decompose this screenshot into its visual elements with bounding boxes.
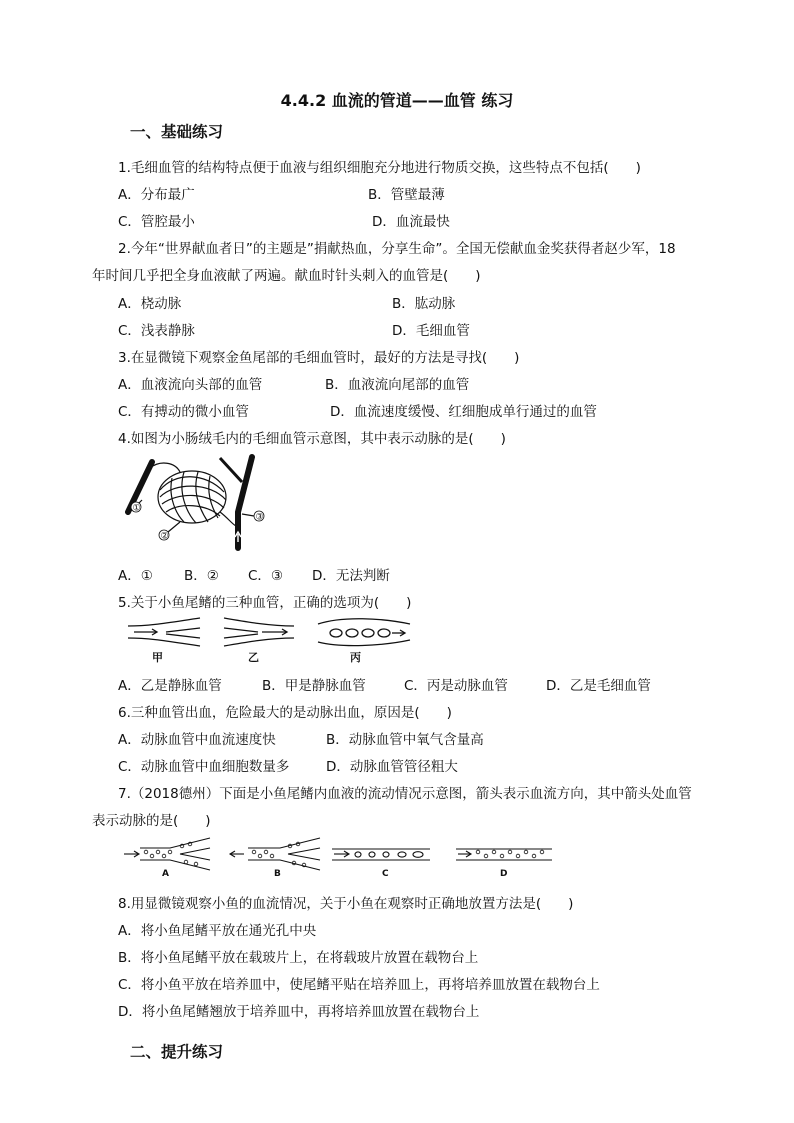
q6-option-d: D．动脉血管管径粗大 [326, 759, 458, 775]
figure-label-bing: 丙 [350, 651, 361, 664]
question-3-stem: 3.在显微镜下观察金鱼尾部的毛细血管时，最好的方法是寻找( ) [118, 350, 520, 366]
q6-option-a: A．动脉血管中血流速度快 [118, 732, 276, 748]
q5-option-d: D．乙是毛细血管 [546, 678, 651, 694]
figure-label-yi: 乙 [248, 651, 259, 664]
villus-capillary-figure [120, 452, 270, 552]
figure-label-a: A [162, 869, 169, 878]
question-4-stem: 4.如图为小肠绒毛内的毛细血管示意图，其中表示动脉的是( ) [118, 431, 506, 447]
q1-option-b: B．管壁最薄 [368, 187, 445, 203]
question-7-stem-line1: 7.（2018德州）下面是小鱼尾鳍内血液的流动情况示意图，箭头表示血流方向，其中箭头处血管 [118, 786, 692, 802]
q4-option-b: B．② [184, 568, 219, 584]
figure-label-jia: 甲 [152, 651, 163, 664]
q2-option-c: C．浅表静脉 [118, 323, 195, 339]
section-heading-advanced: 二、提升练习 [130, 1043, 224, 1061]
q4-option-c: C．③ [248, 568, 284, 584]
question-2-stem-line2: 年时间几乎把全身血液献了两遍。献血时针头刺入的血管是( ) [92, 268, 481, 284]
q1-option-c: C．管腔最小 [118, 214, 195, 230]
q5-option-c: C．丙是动脉血管 [404, 678, 508, 694]
question-2-stem-line1: 2.今年“世界献血者日”的主题是”捐献热血，分享生命”。全国无偿献血金奖获得者赵少军，18 [118, 241, 676, 257]
q3-option-a: A．血液流向头部的血管 [118, 377, 263, 393]
q3-option-b: B．血液流向尾部的血管 [325, 377, 470, 393]
figure-label-d: D [500, 869, 508, 878]
q1-option-d: D．血流最快 [372, 214, 450, 230]
question-8-stem: 8.用显微镜观察小鱼的血流情况，关于小鱼在观察时正确地放置方法是( ) [118, 896, 574, 912]
q4-option-a: A．① [118, 568, 153, 584]
question-7-stem-line2: 表示动脉的是( ) [92, 813, 211, 829]
q2-option-b: B．肱动脉 [392, 296, 456, 312]
q3-option-d: D．血流速度缓慢、红细胞成单行通过的血管 [330, 404, 597, 420]
section-heading-basic: 一、基础练习 [130, 123, 224, 141]
figure-label-b: B [274, 869, 281, 878]
q8-option-c: C．将小鱼平放在培养皿中，使尾鳍平贴在培养皿上，再将培养皿放置在载物台上 [118, 977, 600, 993]
q1-option-a: A．分布最广 [118, 187, 195, 203]
q6-option-c: C．动脉血管中血细胞数量多 [118, 759, 290, 775]
q5-option-a: A．乙是静脉血管 [118, 678, 222, 694]
question-1-stem: 1.毛细血管的结构特点便于血液与组织细胞充分地进行物质交换，这些特点不包括( ) [118, 160, 641, 176]
q8-option-d: D．将小鱼尾鳍翘放于培养皿中，再将培养皿放置在载物台上 [118, 1004, 480, 1020]
q3-option-c: C．有搏动的微小血管 [118, 404, 249, 420]
q6-option-b: B．动脉血管中氧气含量高 [326, 732, 484, 748]
q2-option-d: D．毛细血管 [392, 323, 470, 339]
fish-fin-vessels-figure [122, 614, 417, 664]
page-title: 4.4.2 血流的管道——血管 练习 [280, 91, 514, 110]
q5-option-b: B．甲是静脉血管 [262, 678, 366, 694]
figure-label-3: ③ [255, 512, 264, 523]
figure-label-2: ② [160, 531, 169, 542]
fish-fin-flow-figure [120, 836, 560, 878]
q8-option-a: A．将小鱼尾鳍平放在通光孔中央 [118, 923, 317, 939]
figure-label-c: C [382, 869, 389, 878]
q2-option-a: A．桡动脉 [118, 296, 182, 312]
figure-label-1: ① [132, 503, 141, 514]
question-6-stem: 6.三种血管出血，危险最大的是动脉出血，原因是( ) [118, 705, 452, 721]
q8-option-b: B．将小鱼尾鳍平放在载玻片上，在将载玻片放置在载物台上 [118, 950, 479, 966]
q4-option-d: D．无法判断 [312, 568, 390, 584]
question-5-stem: 5.关于小鱼尾鳍的三种血管，正确的选项为( ) [118, 595, 412, 611]
